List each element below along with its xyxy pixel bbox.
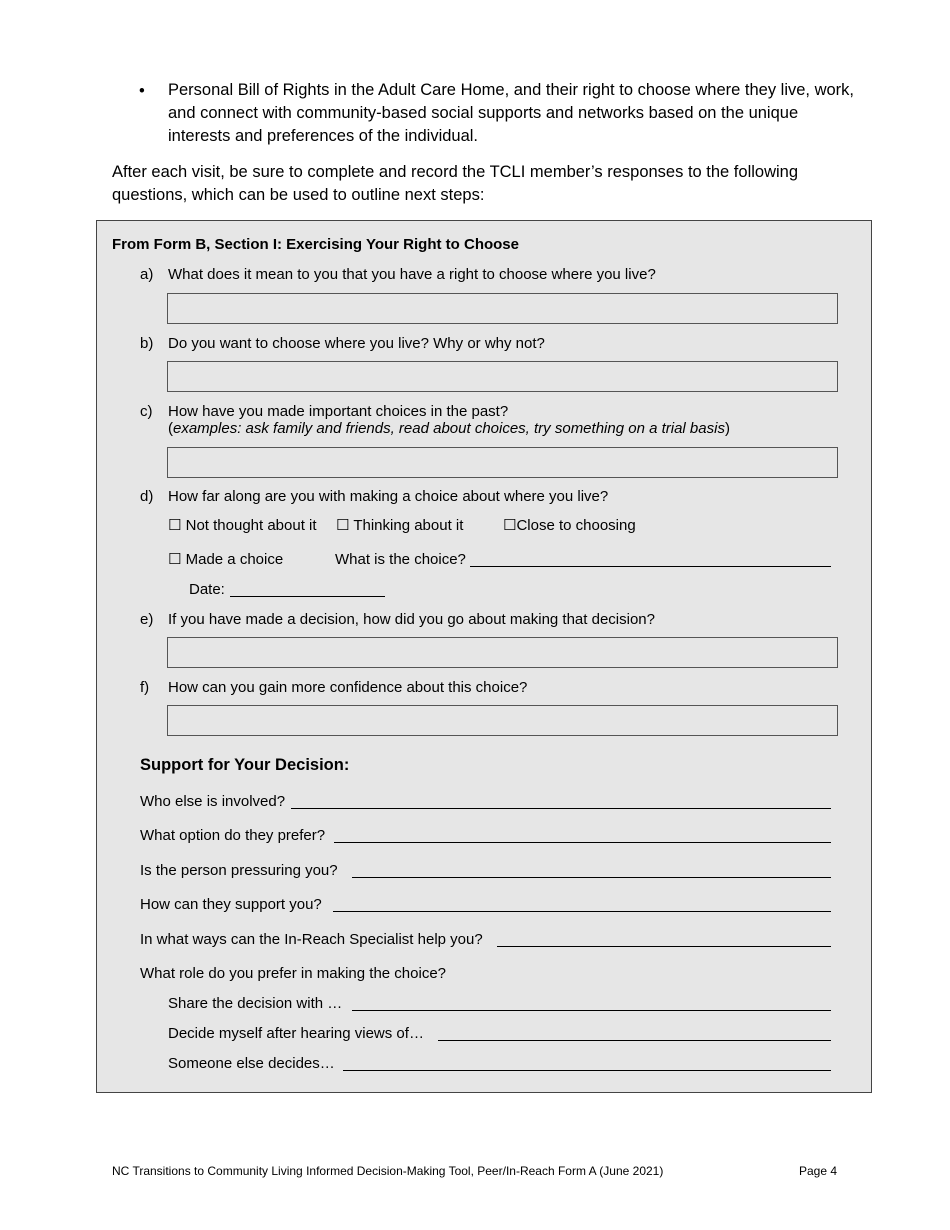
footer-doc-title: NC Transitions to Community Living Informed Decision-Making Tool, Peer/In-Reach Form A (June 2021) <box>112 1164 664 1178</box>
question-e: If you have made a decision, how did you go about making that decision? <box>168 611 655 628</box>
question-letter-a: a) <box>140 266 154 283</box>
date-label: Date: <box>189 581 225 598</box>
support-option-label: What option do they prefer? <box>140 827 326 844</box>
bullet-text: Personal Bill of Rights in the Adult Care Home, and their right to choose where they live, work, and connect with community-based social supports and networks based on the unique interests and preferences of the individual. <box>168 81 855 145</box>
question-letter-e: e) <box>140 611 154 628</box>
role-question: What role do you prefer in making the choice? <box>140 965 446 982</box>
support-pressuring-label: Is the person pressuring you? <box>140 862 338 879</box>
support-who-label: Who else is involved? <box>140 793 286 810</box>
choice-line[interactable] <box>470 566 831 567</box>
answer-box-c[interactable] <box>167 447 838 478</box>
support-how-label: How can they support you? <box>140 896 322 913</box>
answer-box-f[interactable] <box>167 705 838 736</box>
question-letter-b: b) <box>140 335 154 352</box>
support-who-line[interactable] <box>291 808 831 809</box>
support-specialist-label: In what ways can the In-Reach Specialist help you? <box>140 931 483 948</box>
date-line[interactable] <box>230 596 385 597</box>
instructions-paragraph: After each visit, be sure to complete and record the TCLI member’s responses to the following questions, which can be used to outline next steps: <box>112 163 799 204</box>
question-b: Do you want to choose where you live? Why or why not? <box>168 335 545 352</box>
option-close-to-choosing[interactable]: ☐Close to choosing <box>503 517 636 534</box>
support-pressuring-line[interactable] <box>352 877 831 878</box>
support-specialist-line[interactable] <box>497 946 831 947</box>
question-letter-c: c) <box>140 403 153 420</box>
question-d: How far along are you with making a choice about where you live? <box>168 488 609 505</box>
support-title: Support for Your Decision: <box>140 756 350 774</box>
question-f: How can you gain more confidence about this choice? <box>168 679 528 696</box>
question-letter-d: d) <box>140 488 154 505</box>
bullet-icon: • <box>139 82 145 100</box>
option-thinking[interactable]: ☐ Thinking about it <box>336 517 464 534</box>
option-not-thought[interactable]: ☐ Not thought about it <box>168 517 317 534</box>
role-someone-line[interactable] <box>343 1070 831 1071</box>
role-decide-label: Decide myself after hearing views of… <box>168 1025 424 1042</box>
option-made-a-choice[interactable]: ☐ Made a choice <box>168 551 284 568</box>
choice-label: What is the choice? <box>335 551 466 568</box>
role-share-label: Share the decision with … <box>168 995 343 1012</box>
question-c: How have you made important choices in the past? <box>168 403 509 420</box>
question-c-examples: (examples: ask family and friends, read about choices, try something on a trial basis) <box>168 420 730 437</box>
answer-box-e[interactable] <box>167 637 838 668</box>
question-letter-f: f) <box>140 679 150 696</box>
section-title: From Form B, Section I: Exercising Your Right to Choose <box>112 236 519 253</box>
role-share-line[interactable] <box>352 1010 831 1011</box>
footer-page-number: Page 4 <box>799 1164 838 1178</box>
support-option-line[interactable] <box>334 842 831 843</box>
question-a: What does it mean to you that you have a right to choose where you live? <box>168 266 656 283</box>
answer-box-a[interactable] <box>167 293 838 324</box>
answer-box-b[interactable] <box>167 361 838 392</box>
role-decide-line[interactable] <box>438 1040 831 1041</box>
support-how-line[interactable] <box>333 911 831 912</box>
role-someone-label: Someone else decides… <box>168 1055 335 1072</box>
